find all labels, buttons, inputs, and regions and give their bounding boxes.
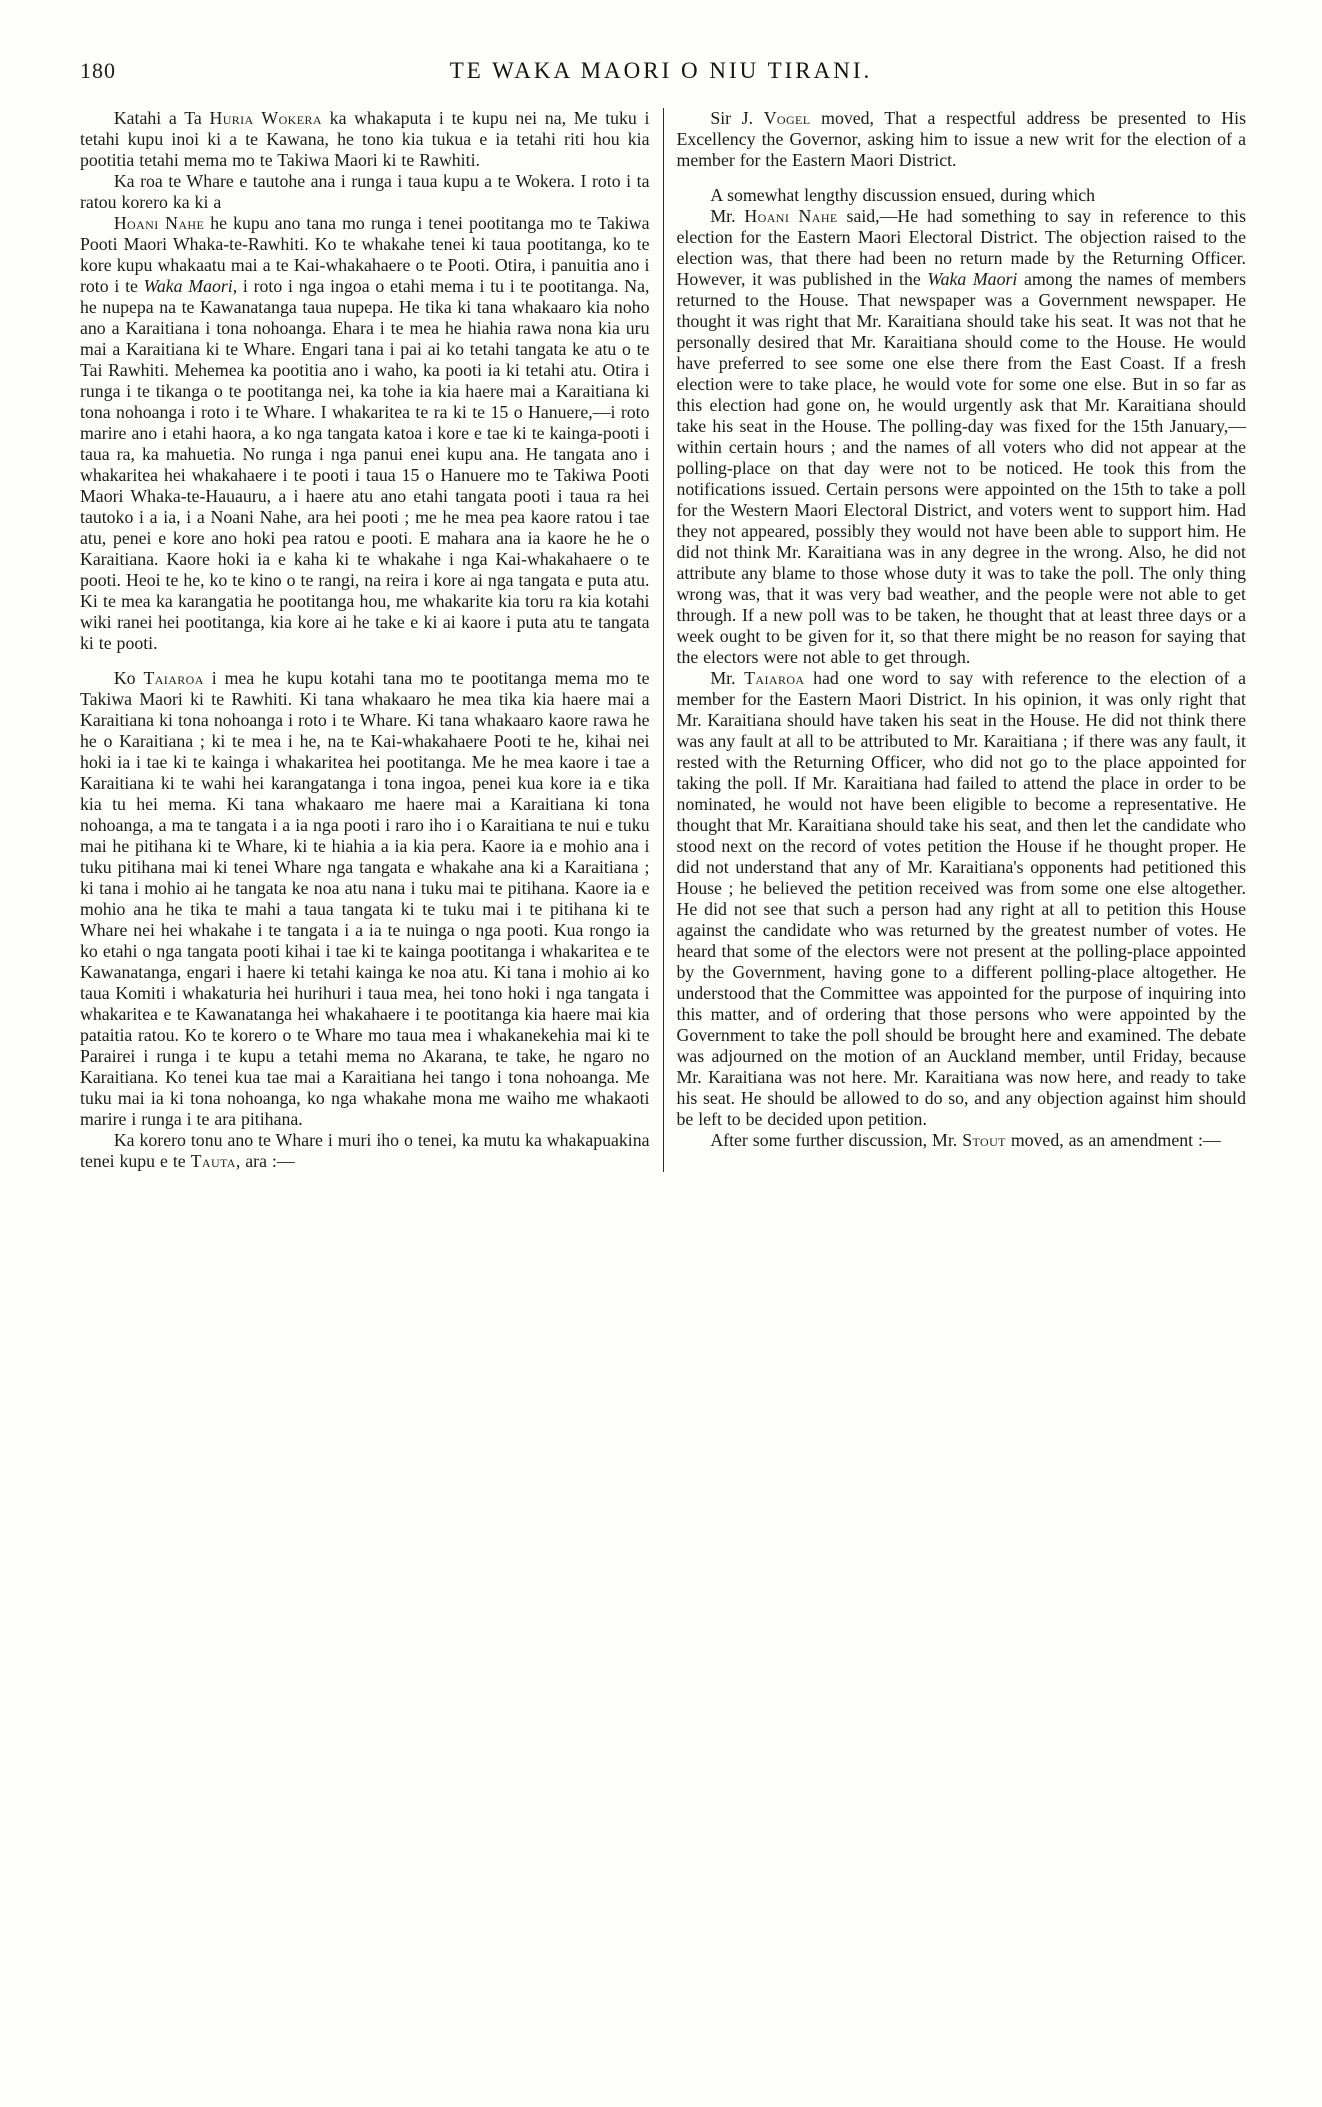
paragraph xyxy=(677,1130,1247,1151)
text-segment: Hoani Nahe xyxy=(744,206,838,226)
text-segment: moved, as an amendment :— xyxy=(1005,1130,1221,1150)
page-number: 180 xyxy=(80,58,116,83)
text-segment: Vogel xyxy=(763,108,811,128)
paragraph xyxy=(677,185,1247,206)
text-segment: Huria Wokera xyxy=(209,108,322,128)
text-segment: Ka korero tonu ano te Whare i muri iho o tenei, ka mutu ka whakapuakina tenei kupu e te xyxy=(80,1130,650,1171)
paragraph xyxy=(80,108,650,171)
page-title: TE WAKA MAORI O NIU TIRANI. xyxy=(449,58,873,83)
paragraph xyxy=(80,1130,650,1172)
right-column xyxy=(664,108,1247,1172)
text-segment: ka whakaputa i te kupu nei na, Me tuku i tetahi kupu inoi ki a te Kawana, he tono kia tukua e ia tetahi riti hou kia pootitia tetahi mema mo te Takiwa Maori ki te Rawhiti. xyxy=(80,108,650,170)
text-segment: Tauta xyxy=(190,1151,236,1171)
text-segment: , i roto i nga ingoa o etahi mema i tu i te pootitanga. Na, he nupepa na te Kawanatanga taua nupepa. He tika ki tana whakaaro kia noho ano a Karaitiana i tona nohoanga. Ehara i te mea he hiahia rawa nona kia uru mai a Karaitiana ki te Whare. Engari tana i pai ai ko tetahi tangata ke atu o te Tai Rawhiti. Mehemea ka pootitia ano i waho, ka pooti ia ki tetahi atu. Otira i runga i te tikanga o te pootitanga nei, ka tohe ia kia haere mai a Karaitiana ki tona nohoanga i roto i te Whare. I whakaritea te ra ki te 15 o Hanuere,—i roto marire ano i etahi haora, a ko nga tangata katoa i kore e tae ki te kainga-pooti i taua ra, ka mahuetia. No runga i nga panui enei kupu ana. He tangata ano i whakaritea hei whakahaere i te pooti i taua 15 o Hanuere mo te Takiwa Pooti Maori Whaka-te-Hauauru, a i haere atu ano etahi tangata pooti i taua ra hei tautoko i a ia, i a Noani Nahe, ara hei pooti ; me he mea pea kaore ratou i tae atu, penei e kore ano hoki pea ratou e pooti. E mahara ana ia kaore he he o Karaitiana. Kaore hoki ia e kaha ki te whakahe i nga Kai-whakahaere o te pooti. Heoi te he, ko te kino o te rangi, na reira i kore ai nga tangata e puta atu. Ki te mea ka karangatia he pootitanga hou, me whakarite kia toru ra kia kotahi wiki ranei hei pootitanga, kia kore ai he take e ki ai kaore i puta atu te tangata ki te pooti. xyxy=(80,276,650,653)
paragraph xyxy=(677,206,1247,668)
text-segment: Taiaroa xyxy=(143,668,204,688)
text-segment: Ko xyxy=(113,668,144,688)
article-columns xyxy=(0,108,1322,1172)
text-segment: Mr. xyxy=(710,206,745,226)
text-segment: i mea he kupu kotahi tana mo te pootitanga mema mo te Takiwa Maori ki te Rawhiti. Ki tana whakaaro he mea tika kia haere mai a Karaitiana ki tona nohoanga i roto i te Whare. Ki tana whakaaro kaore rawa he he o Karaitiana ; ki te mea i he, na te Kai-whakahaere Pooti te he, kihai nei hoki ia i tae ki te kainga i whakaritea hei pootitanga. Me he mea kaore i tae a Karaitiana ki te wahi hei karangatanga i tona ingoa, penei kua kore ia e tika kia tu hei mema. Ki tana whakaaro me haere mai a Karaitiana ki tona nohoanga, a ma te tangata i a ia nga pooti i raro iho i o Karaitiana te nui e tuku mai he pitihana ki te Whare, ki te hiahia a ia kia pera. Kaore ia e mohio ana i tuku pitihana mai ki tenei Whare nga tangata e whakahe ana ki a Karaitiana ; ki tana i mohio ai he tangata ke noa atu nana i tuku mai te pitihana. Kaore ia e mohio ana he tika te mahi a taua tangata ki te tuku mai i te pitihana ki te Whare nei hei whakahe i te tangata i a ia te nuinga o nga pooti. Kua rongo ia ko etahi o nga tangata pooti kihai i tae ki te kainga pootitanga i whakaritea e te Kawanatanga, engari i haere ki tetahi kainga ke noa atu. Ki tana i mohio ai ko taua Komiti i whakaturia hei hurihuri i taua mea, hei tono hoki i nga tangata i whakaritea e te Kawanatanga hei whakahaere i te pootitanga kia haere mai kia pataitia ratou. Ko te korero o te Whare mo taua mea i whakanekehia mai ki te Parairei i runga i te kupu a tetahi mema no Akarana, te take, he ngaro no Karaitiana. Ko tenei kua tae mai a Karaitiana hei tango i tona nohoanga. Me tuku mai ia ki tona nohoanga, ko nga whakahe mona me waiho me whakaoti marire i runga i te ara pitihana. xyxy=(80,668,650,1129)
text-segment: Waka Maori xyxy=(143,276,233,296)
left-column xyxy=(80,108,663,1172)
text-segment: he kupu ano tana mo runga i tenei pootitanga mo te Takiwa Pooti Maori Whaka-te-Rawhiti. Ko te whakahe tenei ki taua pootitanga, ko te kore kupu whakaatu mai a te Kai-whakahaere o te Pooti. Otira, i panuitia ano i roto i te xyxy=(80,213,650,296)
paragraph xyxy=(80,213,650,654)
text-segment: Hoani Nahe xyxy=(113,213,205,233)
paragraph xyxy=(677,108,1247,171)
text-segment: had one word to say with reference to the election of a member for the Eastern Maori District. In his opinion, it was only right that Mr. Karaitiana should have taken his seat in the House. He did not think there was any fault at all to be attributed to Mr. Karaitiana ; if there was any fault, it rested with the Returning Officer, who did not go to the place appointed for taking the poll. If Mr. Karaitiana had failed to attend the place in order to be nominated, he would not have been eligible to become a representative. He thought that Mr. Karaitiana should take his seat, and then let the candidate who stood next on the record of votes petition the House if he thought proper. He did not understand that any of Mr. Karaitiana's opponents had petitioned this House ; he believed the petition received was from some one else altogether. He did not see that such a person had any right at all to petition this House against the candidate who was returned by the greatest number of votes. He heard that some of the electors were not present at the polling-place appointed by the Government, having gone to a different polling-place altogether. He understood that the Committee was appointed for the purpose of inquiring into this matter, and of ordering that those persons who were appointed by the Government to take the poll should be brought here and examined. The debate was adjourned on the motion of an Auckland member, until Friday, because Mr. Karaitiana was not here. Mr. Karaitiana was now here, and ready to take his seat. He should be allowed to do so, and any objection against him should be left to be decided upon petition. xyxy=(676,668,1246,1129)
text-segment: , ara :— xyxy=(235,1151,295,1171)
paragraph xyxy=(80,171,650,213)
text-segment: After some further discussion, Mr. xyxy=(710,1130,963,1150)
text-segment: among the names of members returned to the House. That newspaper was a Government newspaper. He thought it was right that Mr. Karaitiana should take his seat. It was not that he personally desired that Mr. Karaitiana should come to the House. He would have preferred to see some one else there from the East Coast. If a fresh election were to take place, he would vote for some one else. But in so far as this election had gone on, he would urgently ask that Mr. Karaitiana should take his seat in the House. The polling-day was fixed for the 15th January,—within certain hours ; and the names of all voters who did not appear at the polling-place on that day were not to be noticed. He took this from the notifications issued. Certain persons were appointed on the 15th to take a poll for the Western Maori Electoral District, and voters went to support him. Had they not appeared, possibly they would not have been able to support him. He did not think Mr. Karaitiana was in any degree in the wrong. Also, he did not attribute any blame to those whose duty it was to take the poll. The only thing wrong was, that it was very bad weather, and the people were not able to get through. If a new poll was to be taken, he thought that at least three days or a week ought to be given for it, so that there might be no reason for saying that the electors were not able to get through. xyxy=(676,269,1246,667)
text-segment: Sir J. xyxy=(710,108,764,128)
text-segment: moved, That a respectful address be presented to His Excellency the Governor, asking him to issue a new writ for the election of a member for the Eastern Maori District. xyxy=(676,108,1247,170)
text-segment: Katahi a Ta xyxy=(113,108,210,128)
page-header xyxy=(0,0,1322,108)
text-segment: Taiaroa xyxy=(744,668,805,688)
text-segment: Mr. xyxy=(710,668,745,688)
paragraph xyxy=(80,668,650,1130)
text-segment: Stout xyxy=(962,1130,1006,1150)
paragraph xyxy=(677,668,1247,1130)
text-segment: said,—He had something to say in reference to this election for the Eastern Maori Electoral District. The objection raised to the election was, that there had been no return made by the Returning Officer. However, it was published in the xyxy=(676,206,1246,289)
text-segment: A somewhat lengthy discussion ensued, during which xyxy=(710,185,1096,205)
text-segment: Waka Maori xyxy=(927,269,1018,289)
text-segment: Ka roa te Whare e tautohe ana i runga i taua kupu a te Wokera. I roto i ta ratou korero ka ki a xyxy=(80,171,650,212)
